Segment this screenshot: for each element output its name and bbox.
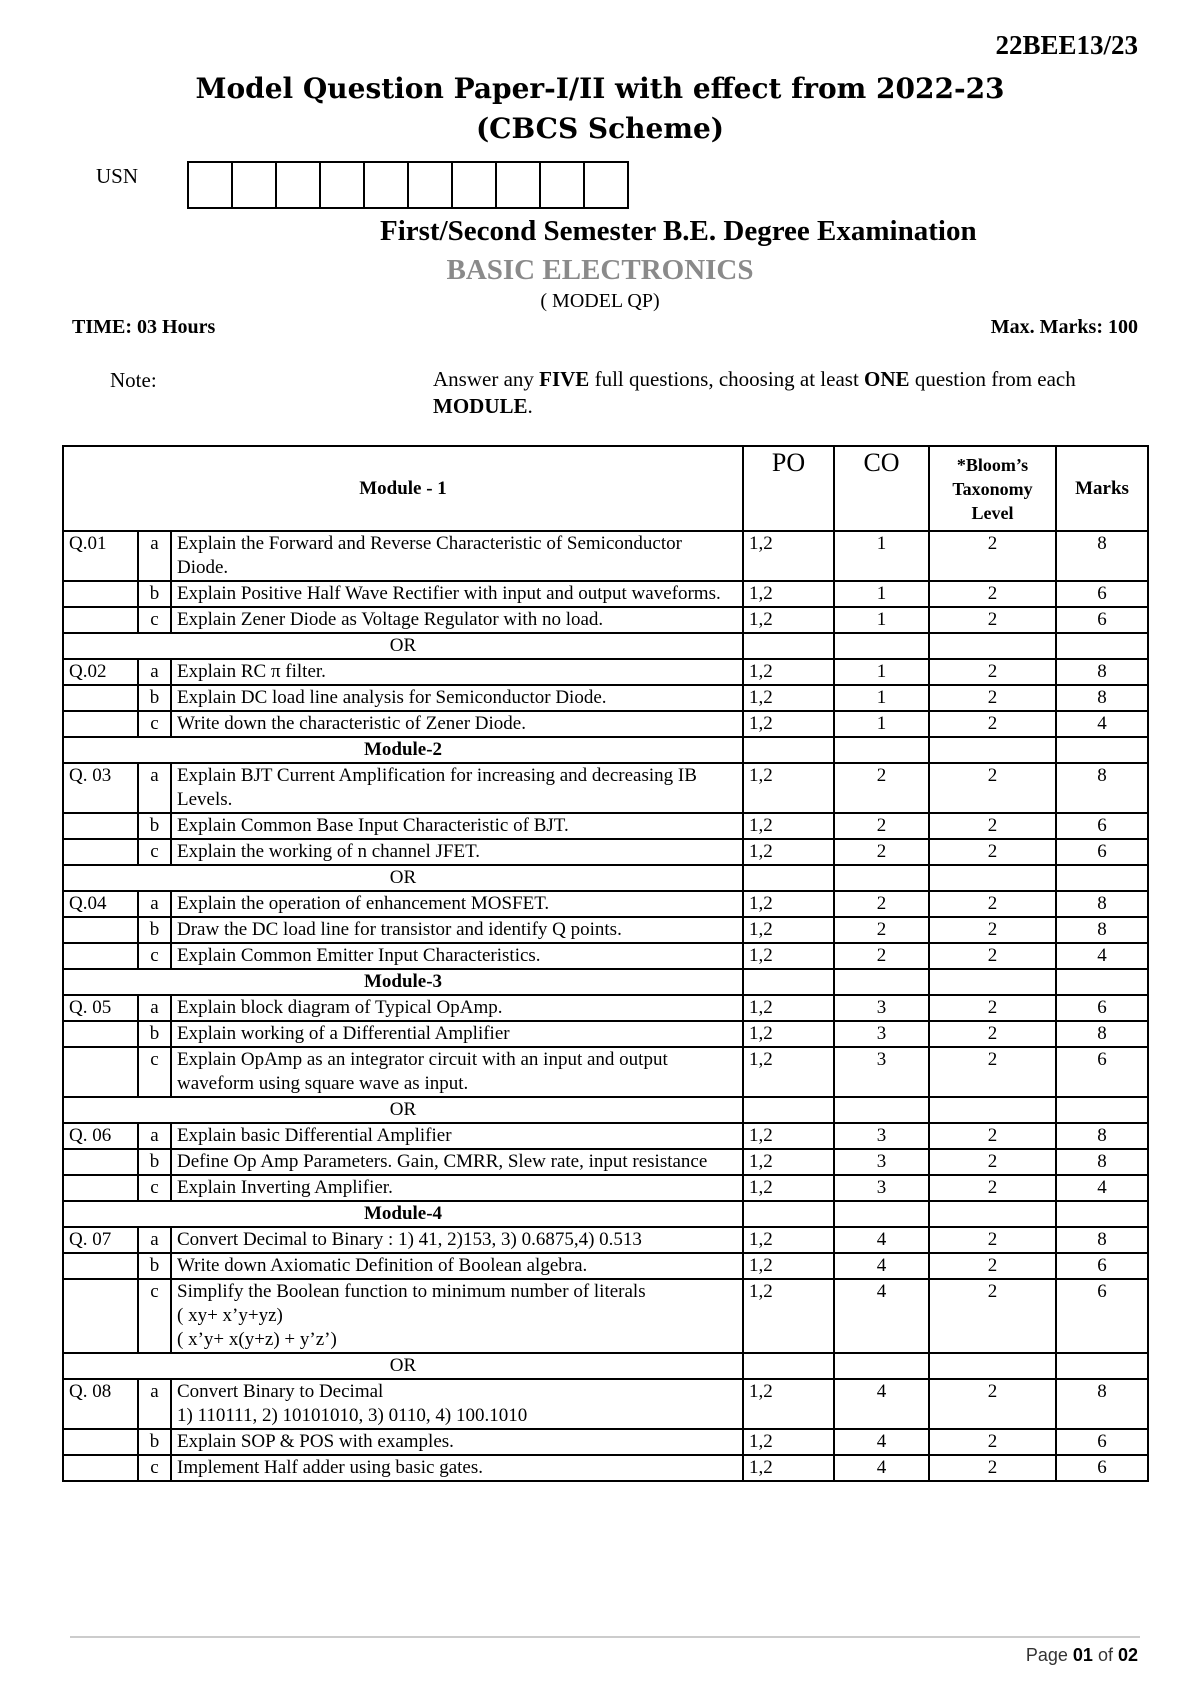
question-number — [63, 607, 138, 633]
sub-question-letter: a — [138, 531, 171, 581]
question-text: Implement Half adder using basic gates. — [171, 1455, 743, 1481]
marks-value: 6 — [1056, 813, 1148, 839]
or-separator-row — [63, 1097, 1148, 1123]
module-heading-row — [63, 969, 1148, 995]
co-value: 4 — [834, 1429, 929, 1455]
question-row — [63, 1047, 1148, 1097]
paper-title: Model Question Paper-I/II with effect from 2022-23 — [195, 72, 1005, 105]
question-row — [63, 1279, 1148, 1353]
blooms-level-value: 2 — [929, 813, 1056, 839]
empty-cell — [929, 737, 1056, 763]
question-text: Write down the characteristic of Zener Diode. — [171, 711, 743, 737]
question-text: Convert Decimal to Binary : 1) 41, 2)153, 3) 0.6875,4) 0.513 — [171, 1227, 743, 1253]
question-number — [63, 711, 138, 737]
question-text: Draw the DC load line for transistor and identify Q points. — [171, 917, 743, 943]
question-row — [63, 1455, 1148, 1481]
usn-box — [497, 163, 541, 207]
sub-question-letter: b — [138, 1429, 171, 1455]
question-text: Simplify the Boolean function to minimum number of literals ( xy+ x’y+yz) ( x’y+ x(y+z) + y’z’) — [171, 1279, 743, 1353]
module-heading-row — [63, 737, 1148, 763]
marks-value: 6 — [1056, 1429, 1148, 1455]
po-value: 1,2 — [743, 995, 834, 1021]
or-label: OR — [63, 1353, 743, 1379]
blooms-level-value: 2 — [929, 1279, 1056, 1353]
module-1-heading: Module - 1 — [63, 446, 743, 531]
co-value: 4 — [834, 1379, 929, 1429]
blooms-level-value: 2 — [929, 1021, 1056, 1047]
empty-cell — [929, 969, 1056, 995]
marks-value: 6 — [1056, 839, 1148, 865]
question-text: Explain the working of n channel JFET. — [171, 839, 743, 865]
sub-question-letter: a — [138, 659, 171, 685]
po-value: 1,2 — [743, 917, 834, 943]
or-separator-row — [63, 633, 1148, 659]
sub-question-letter: b — [138, 1021, 171, 1047]
exam-time: TIME: 03 Hours — [72, 316, 216, 338]
page-current: 01 — [1072, 1645, 1093, 1665]
question-text: Explain the Forward and Reverse Characteristic of Semiconductor Diode. — [171, 531, 743, 581]
marks-value: 8 — [1056, 1123, 1148, 1149]
po-value: 1,2 — [743, 1253, 834, 1279]
po-value: 1,2 — [743, 839, 834, 865]
sub-question-letter: a — [138, 1227, 171, 1253]
co-value: 4 — [834, 1227, 929, 1253]
question-number — [63, 839, 138, 865]
question-number — [63, 685, 138, 711]
question-text: Explain Zener Diode as Voltage Regulator with no load. — [171, 607, 743, 633]
sub-question-letter: a — [138, 891, 171, 917]
co-value: 2 — [834, 891, 929, 917]
blooms-level-value: 2 — [929, 711, 1056, 737]
marks-value: 8 — [1056, 685, 1148, 711]
co-value: 1 — [834, 685, 929, 711]
marks-value: 8 — [1056, 891, 1148, 917]
question-number — [63, 1253, 138, 1279]
co-value: 3 — [834, 1047, 929, 1097]
or-separator-row — [63, 1353, 1148, 1379]
marks-value: 8 — [1056, 531, 1148, 581]
question-number: Q.04 — [63, 891, 138, 917]
note-text — [433, 366, 1133, 420]
question-number: Q. 05 — [63, 995, 138, 1021]
question-row — [63, 1123, 1148, 1149]
question-text: Explain SOP & POS with examples. — [171, 1429, 743, 1455]
blooms-level-value: 2 — [929, 891, 1056, 917]
note-text-part: question from each — [909, 367, 1076, 391]
sub-question-letter: a — [138, 995, 171, 1021]
empty-cell — [834, 737, 929, 763]
question-row — [63, 1429, 1148, 1455]
empty-cell — [743, 1353, 834, 1379]
blooms-level-value: 2 — [929, 1455, 1056, 1481]
question-number — [63, 1149, 138, 1175]
marks-value: 8 — [1056, 1021, 1148, 1047]
usn-box — [321, 163, 365, 207]
po-value: 1,2 — [743, 1021, 834, 1047]
question-text: Explain BJT Current Amplification for increasing and decreasing IB Levels. — [171, 763, 743, 813]
question-number: Q. 06 — [63, 1123, 138, 1149]
question-number — [63, 1429, 138, 1455]
question-row — [63, 685, 1148, 711]
empty-cell — [743, 969, 834, 995]
po-value: 1,2 — [743, 813, 834, 839]
marks-value: 8 — [1056, 1149, 1148, 1175]
po-value: 1,2 — [743, 659, 834, 685]
sub-question-letter: c — [138, 1175, 171, 1201]
sub-question-letter: b — [138, 1253, 171, 1279]
sub-question-letter: c — [138, 839, 171, 865]
empty-cell — [1056, 633, 1148, 659]
question-row — [63, 763, 1148, 813]
marks-value: 8 — [1056, 1379, 1148, 1429]
sub-question-letter: b — [138, 813, 171, 839]
question-number — [63, 943, 138, 969]
empty-cell — [743, 1201, 834, 1227]
table-header-row — [63, 446, 1148, 531]
po-value: 1,2 — [743, 1123, 834, 1149]
sub-question-letter: a — [138, 763, 171, 813]
blooms-level-value: 2 — [929, 1227, 1056, 1253]
empty-cell — [743, 1097, 834, 1123]
question-row — [63, 943, 1148, 969]
po-value: 1,2 — [743, 1149, 834, 1175]
question-number — [63, 1047, 138, 1097]
po-value: 1,2 — [743, 943, 834, 969]
note-text-part: . — [527, 394, 533, 418]
po-value: 1,2 — [743, 891, 834, 917]
empty-cell — [743, 865, 834, 891]
co-value: 1 — [834, 607, 929, 633]
question-row — [63, 1021, 1148, 1047]
empty-cell — [929, 865, 1056, 891]
question-row — [63, 839, 1148, 865]
co-value: 3 — [834, 1149, 929, 1175]
blooms-level-value: 2 — [929, 1175, 1056, 1201]
empty-cell — [1056, 1201, 1148, 1227]
question-text: Define Op Amp Parameters. Gain, CMRR, Slew rate, input resistance — [171, 1149, 743, 1175]
question-number — [63, 1021, 138, 1047]
question-number — [63, 1455, 138, 1481]
blooms-level-value: 2 — [929, 1123, 1056, 1149]
marks-value: 6 — [1056, 1279, 1148, 1353]
co-value: 4 — [834, 1253, 929, 1279]
question-row — [63, 531, 1148, 581]
question-text: Explain OpAmp as an integrator circuit with an input and output waveform using square wave as input. — [171, 1047, 743, 1097]
max-marks: Max. Marks: 100 — [990, 316, 1138, 338]
co-value: 1 — [834, 531, 929, 581]
question-row — [63, 659, 1148, 685]
question-table — [62, 445, 1149, 1482]
empty-cell — [929, 1097, 1056, 1123]
question-row — [63, 581, 1148, 607]
sub-question-letter: c — [138, 607, 171, 633]
marks-value: 8 — [1056, 659, 1148, 685]
question-number — [63, 1175, 138, 1201]
blooms-level-value: 2 — [929, 607, 1056, 633]
sub-question-letter: c — [138, 711, 171, 737]
question-text: Explain basic Differential Amplifier — [171, 1123, 743, 1149]
marks-value: 4 — [1056, 1175, 1148, 1201]
marks-value: 6 — [1056, 581, 1148, 607]
marks-value: 6 — [1056, 1047, 1148, 1097]
usn-box — [277, 163, 321, 207]
po-value: 1,2 — [743, 711, 834, 737]
sub-question-letter: a — [138, 1123, 171, 1149]
sub-question-letter: a — [138, 1379, 171, 1429]
po-value: 1,2 — [743, 531, 834, 581]
footer-divider — [70, 1636, 1140, 1638]
co-value: 1 — [834, 711, 929, 737]
empty-cell — [834, 865, 929, 891]
question-number: Q.01 — [63, 531, 138, 581]
question-number — [63, 917, 138, 943]
marks-value: 6 — [1056, 1455, 1148, 1481]
empty-cell — [743, 737, 834, 763]
co-value: 2 — [834, 763, 929, 813]
or-label: OR — [63, 865, 743, 891]
blooms-level-value: 2 — [929, 1429, 1056, 1455]
question-text: Write down Axiomatic Definition of Boolean algebra. — [171, 1253, 743, 1279]
or-label: OR — [63, 1097, 743, 1123]
question-row — [63, 1149, 1148, 1175]
of-word: of — [1092, 1645, 1118, 1665]
po-value: 1,2 — [743, 1279, 834, 1353]
question-text: Explain DC load line analysis for Semiconductor Diode. — [171, 685, 743, 711]
po-value: 1,2 — [743, 1175, 834, 1201]
question-text: Explain working of a Differential Amplifier — [171, 1021, 743, 1047]
empty-cell — [834, 1353, 929, 1379]
question-text: Explain RC π filter. — [171, 659, 743, 685]
question-text: Explain Common Base Input Characteristic of BJT. — [171, 813, 743, 839]
marks-value: 8 — [1056, 763, 1148, 813]
question-number: Q. 08 — [63, 1379, 138, 1429]
po-value: 1,2 — [743, 581, 834, 607]
empty-cell — [834, 1097, 929, 1123]
or-separator-row — [63, 865, 1148, 891]
co-value: 1 — [834, 581, 929, 607]
question-row — [63, 1379, 1148, 1429]
empty-cell — [834, 633, 929, 659]
blooms-level-value: 2 — [929, 917, 1056, 943]
blooms-level-value: 2 — [929, 763, 1056, 813]
marks-value: 4 — [1056, 711, 1148, 737]
module-heading: Module-3 — [63, 969, 743, 995]
empty-cell — [929, 633, 1056, 659]
question-row — [63, 1227, 1148, 1253]
co-value: 2 — [834, 813, 929, 839]
empty-cell — [834, 1201, 929, 1227]
blooms-level-value: 2 — [929, 581, 1056, 607]
empty-cell — [1056, 1353, 1148, 1379]
subject-title: BASIC ELECTRONICS — [446, 254, 754, 286]
note-bold: MODULE — [433, 394, 528, 418]
po-value: 1,2 — [743, 607, 834, 633]
scheme-title: (CBCS Scheme) — [475, 112, 725, 145]
marks-header: Marks — [1056, 446, 1148, 531]
usn-box — [233, 163, 277, 207]
module-heading: Module-4 — [63, 1201, 743, 1227]
sub-question-letter: c — [138, 1279, 171, 1353]
question-number: Q.02 — [63, 659, 138, 685]
co-value: 3 — [834, 1175, 929, 1201]
question-row — [63, 813, 1148, 839]
co-header: CO — [834, 446, 929, 531]
question-text: Convert Binary to Decimal 1) 110111, 2) 10101010, 3) 0110, 4) 100.1010 — [171, 1379, 743, 1429]
po-value: 1,2 — [743, 1429, 834, 1455]
usn-box — [409, 163, 453, 207]
note-bold: FIVE — [539, 367, 590, 391]
blooms-level-value: 2 — [929, 1253, 1056, 1279]
question-row — [63, 891, 1148, 917]
page-word: Page — [1025, 1645, 1073, 1665]
blooms-level-value: 2 — [929, 839, 1056, 865]
question-row — [63, 995, 1148, 1021]
empty-cell — [834, 969, 929, 995]
exam-title: First/Second Semester B.E. Degree Examination — [380, 215, 977, 247]
sub-question-letter: c — [138, 943, 171, 969]
usn-box — [541, 163, 585, 207]
co-value: 4 — [834, 1279, 929, 1353]
question-number: Q. 07 — [63, 1227, 138, 1253]
usn-input-boxes — [187, 161, 629, 209]
co-value: 4 — [834, 1455, 929, 1481]
blooms-level-value: 2 — [929, 659, 1056, 685]
empty-cell — [1056, 737, 1148, 763]
sub-question-letter: b — [138, 581, 171, 607]
usn-label: USN — [96, 164, 139, 188]
course-code: 22BEE13/23 — [995, 30, 1138, 60]
empty-cell — [1056, 969, 1148, 995]
po-header: PO — [743, 446, 834, 531]
question-rows — [63, 531, 1148, 1481]
question-text: Explain Common Emitter Input Characteristics. — [171, 943, 743, 969]
usn-box — [585, 163, 627, 207]
question-row — [63, 607, 1148, 633]
blooms-level-value: 2 — [929, 1149, 1056, 1175]
empty-cell — [1056, 1097, 1148, 1123]
marks-value: 8 — [1056, 1227, 1148, 1253]
po-value: 1,2 — [743, 1047, 834, 1097]
empty-cell — [1056, 865, 1148, 891]
sub-question-letter: c — [138, 1047, 171, 1097]
model-qp-label: ( MODEL QP) — [540, 290, 660, 312]
blooms-level-value: 2 — [929, 1047, 1056, 1097]
marks-value: 6 — [1056, 607, 1148, 633]
po-value: 1,2 — [743, 1455, 834, 1481]
blooms-level-value: 2 — [929, 1379, 1056, 1429]
page-number — [1026, 1645, 1138, 1666]
page-total: 02 — [1117, 1645, 1138, 1665]
marks-value: 4 — [1056, 943, 1148, 969]
blooms-level-value: 2 — [929, 995, 1056, 1021]
question-row — [63, 711, 1148, 737]
question-text: Explain Inverting Amplifier. — [171, 1175, 743, 1201]
co-value: 2 — [834, 917, 929, 943]
empty-cell — [743, 633, 834, 659]
co-value: 3 — [834, 1123, 929, 1149]
po-value: 1,2 — [743, 685, 834, 711]
co-value: 3 — [834, 995, 929, 1021]
sub-question-letter: b — [138, 685, 171, 711]
marks-value: 6 — [1056, 1253, 1148, 1279]
marks-value: 6 — [1056, 995, 1148, 1021]
note-bold: ONE — [864, 367, 910, 391]
usn-box — [365, 163, 409, 207]
question-number: Q. 03 — [63, 763, 138, 813]
po-value: 1,2 — [743, 1227, 834, 1253]
module-heading: Module-2 — [63, 737, 743, 763]
empty-cell — [929, 1201, 1056, 1227]
blooms-level-value: 2 — [929, 685, 1056, 711]
or-label: OR — [63, 633, 743, 659]
sub-question-letter: b — [138, 917, 171, 943]
question-row — [63, 917, 1148, 943]
note-text-part: Answer any — [433, 367, 540, 391]
question-row — [63, 1175, 1148, 1201]
co-value: 2 — [834, 943, 929, 969]
sub-question-letter: c — [138, 1455, 171, 1481]
question-number — [63, 1279, 138, 1353]
question-number — [63, 581, 138, 607]
usn-box — [189, 163, 233, 207]
co-value: 3 — [834, 1021, 929, 1047]
question-number — [63, 813, 138, 839]
blooms-level-value: 2 — [929, 943, 1056, 969]
question-text: Explain Positive Half Wave Rectifier with input and output waveforms. — [171, 581, 743, 607]
blooms-level-value: 2 — [929, 531, 1056, 581]
marks-value: 8 — [1056, 917, 1148, 943]
blooms-header: *Bloom’s Taxonomy Level — [929, 446, 1056, 531]
question-text: Explain block diagram of Typical OpAmp. — [171, 995, 743, 1021]
module-heading-row — [63, 1201, 1148, 1227]
usn-box — [453, 163, 497, 207]
note-label: Note: — [110, 368, 157, 392]
question-text: Explain the operation of enhancement MOSFET. — [171, 891, 743, 917]
co-value: 2 — [834, 839, 929, 865]
sub-question-letter: b — [138, 1149, 171, 1175]
note-text-part: full questions, choosing at least — [589, 367, 865, 391]
co-value: 1 — [834, 659, 929, 685]
po-value: 1,2 — [743, 1379, 834, 1429]
empty-cell — [929, 1353, 1056, 1379]
question-row — [63, 1253, 1148, 1279]
po-value: 1,2 — [743, 763, 834, 813]
